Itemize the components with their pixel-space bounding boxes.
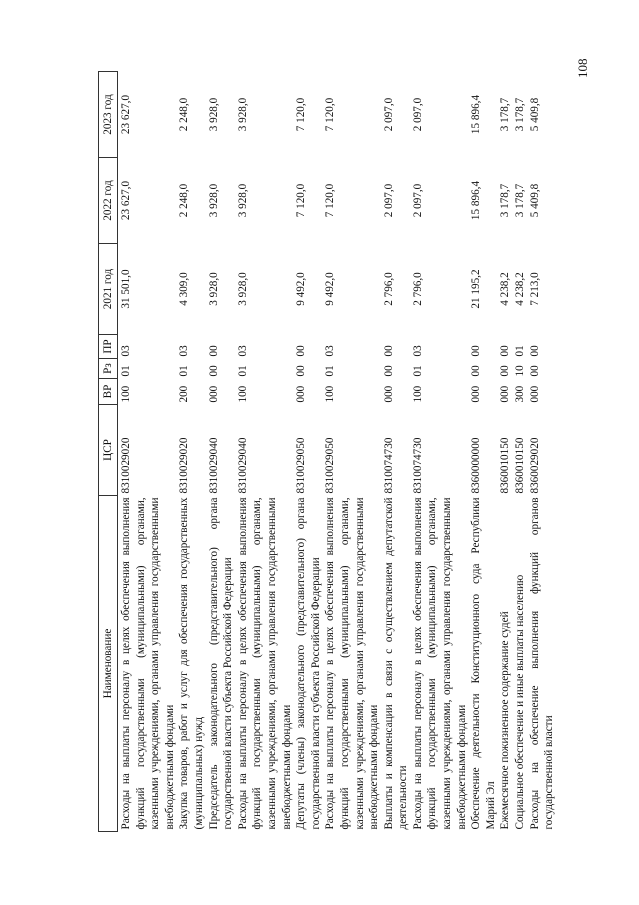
row-value-2023: 3 928,0 — [207, 97, 220, 132]
row-value-2022: 3 178,7 — [499, 183, 512, 218]
row-value-2023: 7 120,0 — [324, 97, 337, 132]
row-value-2021: 7 213,0 — [528, 272, 541, 306]
row-name: Социальное обеспечение и иные выплаты населению — [514, 574, 527, 830]
row-vr: 300 — [514, 385, 527, 403]
row-vr: 000 — [499, 385, 512, 403]
row-value-2023: 15 896,4 — [470, 94, 483, 135]
row-vr: 000 — [295, 385, 308, 403]
row-value-2023: 2 097,0 — [411, 97, 424, 132]
row-value-2021: 4 238,2 — [514, 272, 527, 306]
header-2021: 2021 год — [99, 244, 118, 335]
row-pr: 01 — [514, 345, 527, 357]
row-csr: 8360010150 — [514, 437, 527, 494]
row-value-2023: 3 928,0 — [236, 97, 249, 132]
row-vr: 000 — [528, 385, 541, 403]
row-name: Председатель законодательного (представительного) органа государственной власти субъекта Российской Федерации — [207, 497, 235, 830]
row-name: Депутаты (члены) законодательного (представительного) органа государственной власти субъекта Российской Федерации — [295, 497, 322, 830]
row-value-2022: 15 896,4 — [470, 180, 483, 221]
row-csr: 8360010150 — [499, 437, 512, 494]
row-vr: 000 — [470, 385, 483, 403]
table-row — [118, 72, 178, 832]
row-pr: 00 — [499, 345, 512, 357]
row-value-2023: 2 097,0 — [382, 97, 395, 132]
row-csr: 8310029020 — [178, 437, 191, 494]
row-value-2022: 23 627,0 — [120, 180, 132, 221]
row-value-2021: 2 796,0 — [382, 272, 395, 306]
row-value-2022: 7 120,0 — [324, 183, 337, 218]
row-value-2023: 3 178,7 — [499, 97, 512, 132]
header-rz: Рз — [99, 359, 118, 379]
table-body — [118, 72, 557, 832]
table-row — [177, 72, 206, 832]
row-value-2022: 3 178,7 — [514, 183, 527, 218]
row-value-2022: 5 409,8 — [528, 183, 541, 218]
row-rz: 00 — [499, 365, 512, 377]
row-csr: 8310074730 — [411, 437, 424, 494]
row-value-2021: 4 238,2 — [499, 272, 512, 306]
header-name: Наименование — [99, 496, 118, 832]
table-row — [528, 72, 557, 832]
page-number: 108 — [575, 58, 590, 78]
table-row — [498, 72, 513, 832]
rotated-page-content — [98, 72, 577, 832]
row-vr: 100 — [120, 385, 132, 403]
row-name: Закупка товаров, работ и услуг для обеспечения государственных (муниципальных) нужд — [178, 497, 205, 830]
row-csr: 8310029050 — [295, 437, 308, 494]
row-rz: 01 — [324, 365, 337, 377]
row-csr: 8310029050 — [324, 437, 337, 494]
row-pr: 00 — [382, 345, 395, 357]
row-value-2022: 3 928,0 — [236, 183, 249, 218]
table-row — [382, 72, 411, 832]
row-value-2023: 2 248,0 — [178, 97, 191, 132]
row-rz: 10 — [514, 365, 527, 377]
row-csr: 8310029020 — [120, 437, 132, 494]
row-value-2022: 2 097,0 — [382, 183, 395, 218]
row-csr: 8310029040 — [236, 437, 249, 494]
table-row — [513, 72, 528, 832]
row-value-2023: 23 627,0 — [120, 94, 132, 135]
row-value-2022: 3 928,0 — [207, 183, 220, 218]
table-row — [236, 72, 294, 832]
row-rz: 00 — [207, 365, 220, 377]
row-rz: 00 — [528, 365, 541, 377]
row-vr: 100 — [324, 385, 337, 403]
row-value-2023: 5 409,8 — [528, 97, 541, 132]
row-vr: 100 — [411, 385, 424, 403]
row-pr: 03 — [236, 345, 249, 357]
row-name: Расходы на выплаты персоналу в целях обеспечения выполнения функций государственными (муниципальными) органами, казенными учреждениями, органами управления государственными внебюджетными фондами — [324, 497, 381, 830]
row-csr: 8360000000 — [470, 437, 483, 494]
row-value-2021: 2 796,0 — [411, 272, 424, 306]
row-value-2022: 2 248,0 — [178, 183, 191, 218]
row-rz: 00 — [382, 365, 395, 377]
row-name: Расходы на выплаты персоналу в целях обеспечения выполнения функций государственными (муниципальными) органами, казенными учреждениями, органами управления государственными внебюджетными фондами — [236, 497, 293, 830]
row-vr: 100 — [236, 385, 249, 403]
row-rz: 01 — [236, 365, 249, 377]
table-row — [411, 72, 469, 832]
row-pr: 00 — [470, 345, 483, 357]
row-rz: 01 — [120, 365, 132, 377]
row-value-2023: 7 120,0 — [295, 97, 308, 132]
row-value-2022: 2 097,0 — [411, 183, 424, 218]
row-rz: 00 — [295, 365, 308, 377]
row-pr: 03 — [178, 345, 191, 357]
row-name: Расходы на выплаты персоналу в целях обеспечения выполнения функций государственными (муниципальными) органами, казенными учреждениями, органами управления государственными внебюджетными фондами — [411, 497, 468, 830]
header-csr: ЦСР — [99, 405, 118, 496]
row-value-2021: 21 195,2 — [470, 269, 483, 309]
table-row — [323, 72, 381, 832]
table-header — [99, 72, 118, 832]
row-csr: 8310074730 — [382, 437, 395, 494]
row-value-2021: 3 928,0 — [207, 272, 220, 306]
row-rz: 01 — [178, 365, 191, 377]
row-value-2021: 4 309,0 — [178, 272, 191, 306]
row-name: Расходы на выплаты персоналу в целях обеспечения выполнения функций государственными (муниципальными) органами, казенными учреждениями, органами управления государственными внебюджетными фондами — [120, 497, 176, 830]
row-name: Выплаты и компенсации в связи с осуществлением депутатской деятельности — [382, 497, 410, 830]
row-value-2021: 31 501,0 — [120, 269, 132, 309]
header-pr: ПР — [99, 335, 118, 359]
row-value-2021: 3 928,0 — [236, 272, 249, 306]
row-pr: 03 — [411, 345, 424, 357]
table-row — [469, 72, 498, 832]
header-2022: 2022 год — [99, 158, 118, 244]
row-pr: 03 — [324, 345, 337, 357]
row-name: Расходы на обеспечение выполнения функций органов государственной власти — [528, 497, 556, 830]
budget-table — [98, 71, 557, 832]
row-value-2021: 9 492,0 — [295, 272, 308, 306]
row-rz: 01 — [411, 365, 424, 377]
row-csr: 8310029040 — [207, 437, 220, 494]
row-value-2021: 9 492,0 — [324, 272, 337, 306]
row-name: Обеспечение деятельности Конституционного суда Республики Марий Эл — [470, 497, 497, 830]
table-row — [207, 72, 236, 832]
row-value-2022: 7 120,0 — [295, 183, 308, 218]
row-name: Ежемесячное пожизненное содержание судей — [499, 611, 512, 830]
table-row — [294, 72, 323, 832]
row-pr: 03 — [120, 345, 132, 357]
row-csr: 8360029020 — [528, 437, 541, 494]
row-vr: 000 — [382, 385, 395, 403]
header-vr: ВР — [99, 379, 118, 405]
row-pr: 00 — [295, 345, 308, 357]
row-rz: 00 — [470, 365, 483, 377]
row-value-2023: 3 178,7 — [514, 97, 527, 132]
row-pr: 00 — [528, 345, 541, 357]
row-vr: 000 — [207, 385, 220, 403]
row-vr: 200 — [178, 385, 191, 403]
row-pr: 00 — [207, 345, 220, 357]
header-2023: 2023 год — [99, 72, 118, 158]
